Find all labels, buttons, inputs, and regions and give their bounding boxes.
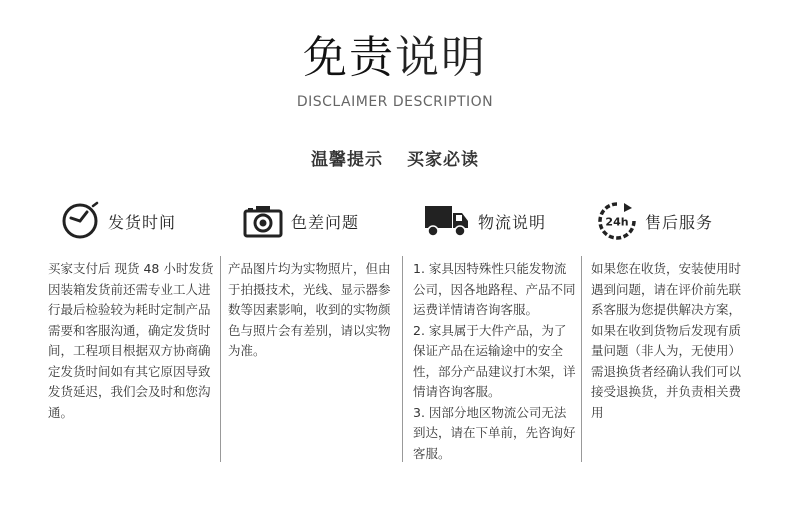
section-body-after-sales: [591, 259, 749, 423]
24h-service-icon: [597, 201, 637, 241]
section-title: 物流说明: [478, 212, 547, 232]
section-paragraph: 2. 家具属于大件产品，为了保证产品在运输途中的安全性，部分产品建议打木架，详情请咨询客服。: [413, 322, 576, 399]
page-title-light: 说明: [395, 32, 487, 83]
section-title: 发货时间: [108, 212, 177, 232]
tips-left: 温馨提示: [311, 150, 383, 170]
section-heading-logistics: [424, 200, 546, 242]
section-paragraph: 1. 家具因特殊性只能发物流公司，因各地路程、产品不同运费详情请咨询客服。: [413, 261, 576, 317]
section-body-logistics: [413, 259, 577, 464]
section-title: 售后服务: [645, 212, 714, 232]
section-paragraph: 产品图片均为实物照片，但由于拍摄技术，光线、显示器参数等因素影响，收到的实物颜色与照片会有差别，请以实物为准。: [228, 261, 391, 358]
section-paragraph: 3. 因部分地区物流公司无法到达，请在下单前，先咨询好客服。: [413, 404, 576, 461]
section-body-shipping-time: [48, 259, 214, 423]
tips-right: 买家必读: [407, 150, 479, 170]
section-heading-color-difference: [243, 200, 359, 242]
truck-icon: [424, 201, 470, 241]
page-title-bold: 免责: [303, 32, 395, 83]
section-paragraph: 如果您在收货，安装使用时遇到问题，请在评价前先联系客服为您提供解决方案，如果在收到货物后发现有质量问题（非人为，无使用）需退换货者经确认我们可以接受退换货，并负责相关费用: [591, 261, 742, 420]
section-body-color-difference: [228, 259, 392, 362]
column-divider: [581, 256, 582, 462]
camera-icon: [243, 201, 283, 241]
section-title: 色差问题: [291, 212, 360, 232]
section-heading-shipping-time: [60, 200, 176, 242]
24h-label: 24h: [605, 215, 629, 229]
section-paragraph: 买家支付后 现货 48 小时发货 因装箱发货前还需专业工人进行最后检验较为耗时定制产品需要和客服沟通，确定发货时间，工程项目根据双方协商确定发货时间如有其它原因导致发货延迟，我们会及时和您沟通。: [48, 261, 214, 420]
column-divider: [402, 256, 403, 462]
tips-heading: [0, 145, 790, 170]
section-heading-after-sales: [597, 200, 713, 242]
column-divider: [220, 256, 221, 462]
page-subtitle: DISCLAIMER DESCRIPTION: [296, 94, 494, 110]
clock-icon: [60, 201, 100, 241]
page-title: [0, 30, 790, 86]
